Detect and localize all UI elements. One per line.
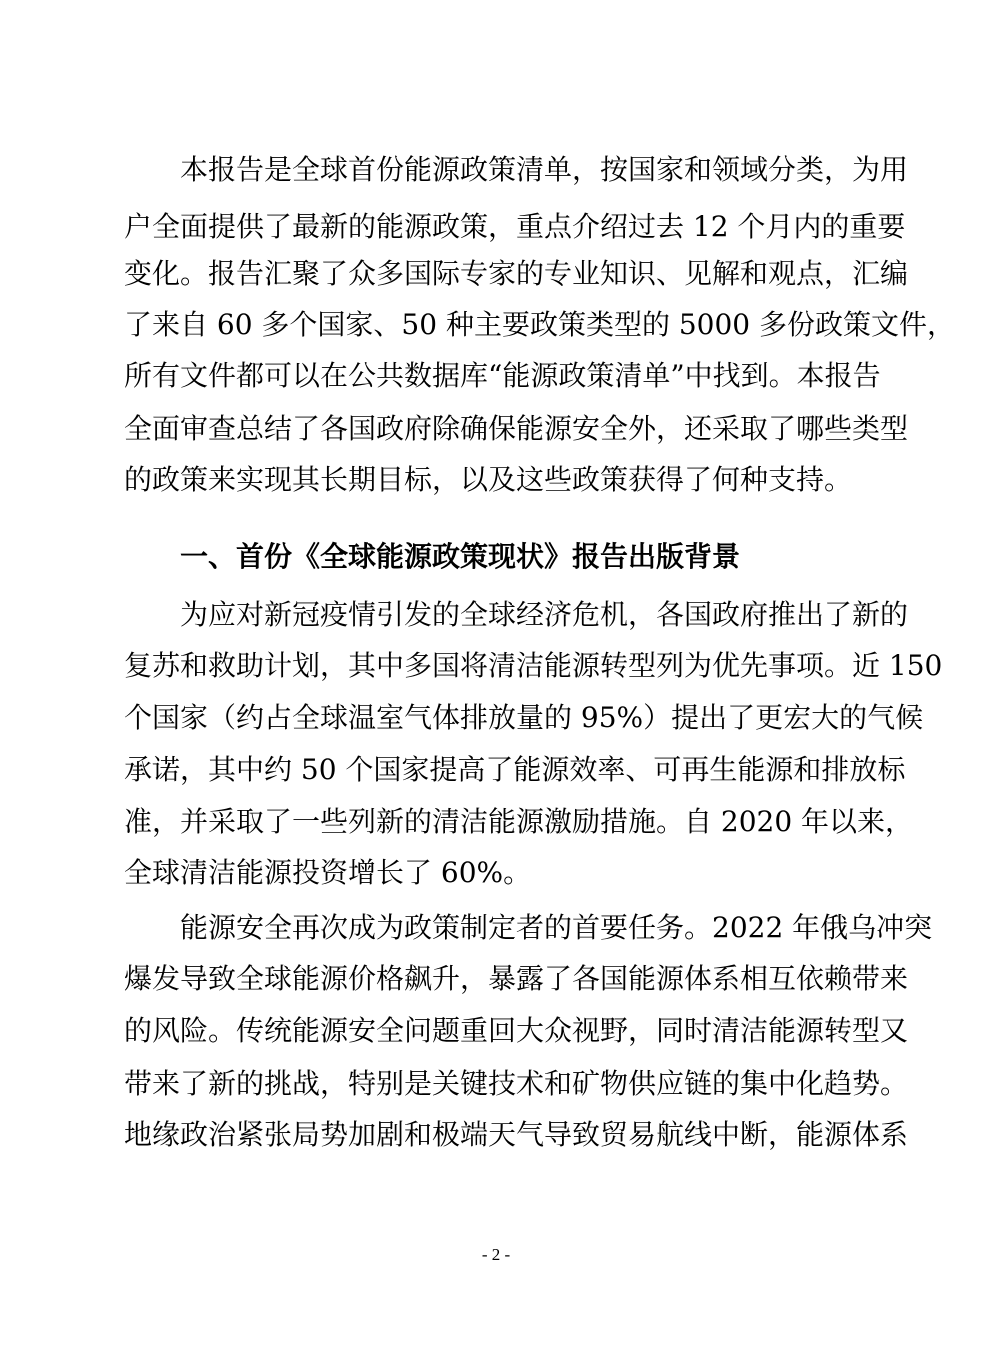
page-number: - 2 - [481, 1245, 511, 1264]
paragraph-1-line-4: 了来自 60 多个国家、50 种主要政策类型的 5000 多份政策文件， [124, 308, 956, 341]
paragraph-3-line-3: 的风险。传统能源安全问题重回大众视野，同时清洁能源转型又 [124, 1014, 909, 1047]
paragraph-2-line-6: 全球清洁能源投资增长了 60%。 [124, 856, 532, 889]
paragraph-1-line-5: 所有文件都可以在公共数据库“能源政策清单”中找到。本报告 [124, 359, 881, 392]
paragraph-1-line-3: 变化。报告汇聚了众多国际专家的专业知识、见解和观点，汇编 [124, 257, 909, 290]
paragraph-2-line-4: 承诺，其中约 50 个国家提高了能源效率、可再生能源和排放标 [124, 753, 906, 786]
paragraph-3-line-1: 能源安全再次成为政策制定者的首要任务。2022 年俄乌冲突 [180, 911, 933, 944]
paragraph-2-line-3: 个国家（约占全球温室气体排放量的 95%）提出了更宏大的气候 [124, 701, 924, 734]
paragraph-3-line-5: 地缘政治紧张局势加剧和极端天气导致贸易航线中断，能源体系 [124, 1118, 909, 1151]
paragraph-1-line-1: 本报告是全球首份能源政策清单，按国家和领域分类，为用 [180, 153, 909, 186]
paragraph-1-line-7: 的政策来实现其长期目标，以及这些政策获得了何种支持。 [124, 463, 853, 496]
paragraph-3-line-4: 带来了新的挑战，特别是关键技术和矿物供应链的集中化趋势。 [124, 1067, 909, 1100]
paragraph-3-line-2: 爆发导致全球能源价格飙升，暴露了各国能源体系相互依赖带来 [124, 962, 909, 995]
paragraph-2-line-1: 为应对新冠疫情引发的全球经济危机，各国政府推出了新的 [180, 598, 909, 631]
paragraph-2-line-5: 准，并采取了一些列新的清洁能源激励措施。自 2020 年以来， [124, 805, 914, 838]
section-heading: 一、首份《全球能源政策现状》报告出版背景 [180, 540, 741, 573]
paragraph-2-line-2: 复苏和救助计划，其中多国将清洁能源转型列为优先事项。近 150 [124, 649, 943, 682]
paragraph-1-line-2: 户全面提供了最新的能源政策，重点介绍过去 12 个月内的重要 [124, 210, 906, 243]
paragraph-1-line-6: 全面审查总结了各国政府除确保能源安全外，还采取了哪些类型 [124, 412, 909, 445]
